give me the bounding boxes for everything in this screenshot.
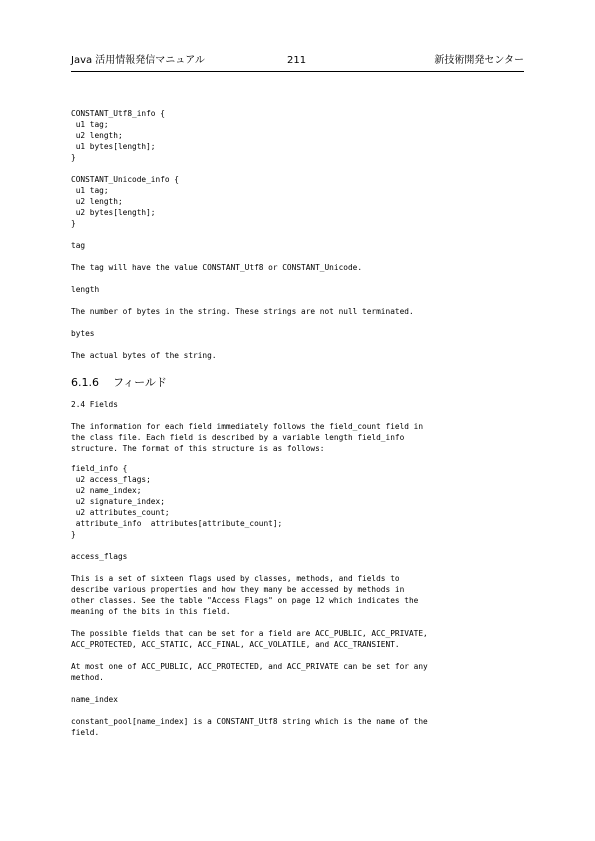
description-length: The number of bytes in the string. These strings are not null terminated.	[71, 307, 414, 316]
section-title: フィールド	[113, 376, 167, 389]
term-name-index: name_index	[71, 695, 118, 704]
page-header	[71, 53, 524, 72]
term-length: length	[71, 285, 100, 294]
description-name-index: constant_pool[name_index] is a CONSTANT_Utf8 string which is the name of the field.	[71, 717, 428, 737]
description-access-flags: This is a set of sixteen flags used by classes, methods, and fields to describe various properties and how they many be accessed by methods in other classes. See the table "Access Flags" on page 12 which indicates the meaning of the bits in this field.	[71, 574, 419, 616]
section-number: 6.1.6	[71, 376, 99, 389]
header-organization: 新技術開発センター	[434, 55, 524, 66]
code-constant-utf8-info: CONSTANT_Utf8_info { u1 tag; u2 length; u1 bytes[length]; }	[71, 109, 165, 162]
page-number: 211	[287, 55, 307, 66]
term-tag: tag	[71, 241, 86, 250]
term-bytes: bytes	[71, 329, 95, 338]
code-constant-unicode-info: CONSTANT_Unicode_info { u1 tag; u2 length; u2 bytes[length]; }	[71, 175, 179, 228]
description-at-most-one: At most one of ACC_PUBLIC, ACC_PROTECTED, and ACC_PRIVATE can be set for any method.	[71, 662, 428, 682]
fields-intro: The information for each field immediately follows the field_count field in the class file. Each field is described by a variable length field_info structure. The format of this structure is as follows:	[71, 422, 424, 453]
description-possible-fields: The possible fields that can be set for a field are ACC_PUBLIC, ACC_PRIVATE, ACC_PROTECTED, ACC_STATIC, ACC_FINAL, ACC_VOLATILE, and ACC_TRANSIENT.	[71, 629, 428, 649]
section-heading	[71, 376, 167, 390]
code-field-info: field_info { u2 access_flags; u2 name_index; u2 signature_index; u2 attributes_count; attribute_info attributes[attribute_count]; }	[71, 464, 283, 539]
description-tag: The tag will have the value CONSTANT_Utf8 or CONSTANT_Unicode.	[71, 263, 363, 272]
header-title: Java 活用情報発信マニュアル	[71, 55, 205, 66]
term-access-flags: access_flags	[71, 552, 128, 561]
subheading-fields: 2.4 Fields	[71, 400, 118, 409]
description-bytes: The actual bytes of the string.	[71, 351, 217, 360]
